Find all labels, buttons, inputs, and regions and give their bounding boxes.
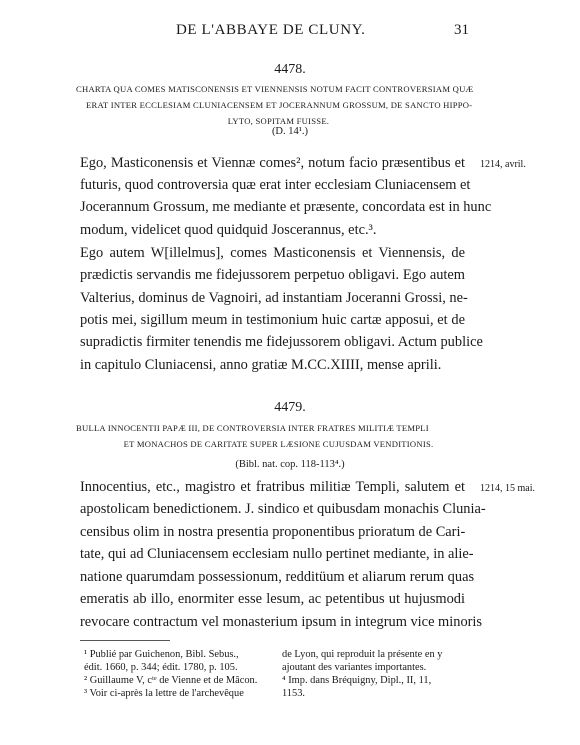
footnote-line: ³ Voir ci-après la lettre de l'archevêque bbox=[84, 688, 244, 699]
body-line: in capitulo Cluniacensi, anno gratiæ M.CC.XIIII, mense aprili. bbox=[80, 357, 442, 373]
running-head: DE L'ABBAYE DE CLUNY. bbox=[176, 22, 366, 38]
footnote-line: ⁴ Imp. dans Bréquigny, Dipl., II, 11, bbox=[282, 675, 432, 686]
entry-title-line: ET MONACHOS DE CARITATE SUPER LÆSIONE CUJUSDAM VENDITIONIS. bbox=[123, 439, 434, 449]
entry-title-4479 bbox=[76, 420, 481, 452]
body-line: apostolicam benedictionem. J. sindico et quibusdam monachis Clunia- bbox=[80, 501, 486, 517]
body-line: modum, videlicet quod quidquid Joscerannus, etc.³. bbox=[80, 222, 377, 238]
entry-title-line: ERAT INTER ECCLESIAM CLUNIACENSEM ET JOCERANNUM GROSSUM, DE SANCTO HIPPO- bbox=[86, 100, 473, 110]
body-line: Innocentius, etc., magistro et fratribus militiæ Templi, salutem et bbox=[80, 479, 465, 495]
entry-number-4479: 4479. bbox=[274, 400, 306, 415]
page-number: 31 bbox=[454, 22, 469, 38]
entry-source-4478: (D. 14¹.) bbox=[271, 126, 309, 137]
body-line: censibus olim in nostra presentia proponentibus prioratum de Cari- bbox=[80, 524, 466, 540]
footnote-line: de Lyon, qui reproduit la présente en y bbox=[282, 649, 443, 660]
body-line: futuris, quod controversia quæ erat inter ecclesiam Cluniacensem et bbox=[80, 177, 471, 193]
entry-title-line: BULLA INNOCENTII PAPÆ III, DE CONTROVERSIA INTER FRATRES MILITIÆ TEMPLI bbox=[76, 423, 429, 433]
footnote-line: ajoutant des variantes importantes. bbox=[282, 662, 427, 673]
entry-number-4478: 4478. bbox=[274, 62, 306, 77]
body-line: Ego autem W[illelmus], comes Masticonensis et Viennensis, de bbox=[80, 245, 465, 261]
margin-date-4479: 1214, 15 mai. bbox=[480, 483, 535, 494]
body-line: tate, qui ad Cluniacensem ecclesiam nullo pertinet mediante, in alie- bbox=[80, 546, 474, 562]
margin-date-4478: 1214, avril. bbox=[480, 159, 526, 170]
body-line: prædictis servandis me fidejussorem perpetuo obligavi. Ego autem bbox=[80, 267, 465, 283]
entry-title-4478 bbox=[76, 81, 481, 129]
body-line: emeratis ab illo, enormiter esse lesum, ac petentibus ut hujusmodi bbox=[80, 591, 465, 607]
body-line: Valterius, dominus de Vagnoiri, ad instantiam Joceranni Grossi, ne- bbox=[80, 290, 468, 306]
footnote-line: 1153. bbox=[282, 688, 305, 699]
footnote-rule bbox=[80, 640, 170, 641]
footnote-line: ² Guillaume V, cᵗᵉ de Vienne et de Mâcon. bbox=[84, 675, 258, 686]
body-line: revocare contractum vel monasterium ipsum in integrum vice minoris bbox=[80, 614, 483, 630]
footnote-line: ¹ Publié par Guichenon, Bibl. Sebus., bbox=[84, 649, 239, 660]
entry-title-line: CHARTA QUA COMES MATISCONENSIS ET VIENNENSIS NOTUM FACIT CONTROVERSIAM QUÆ bbox=[76, 84, 474, 94]
body-line: natione quarumdam possessionum, redditüum et aliarum rerum quas bbox=[80, 569, 475, 585]
body-line: Ego, Masticonensis et Viennæ comes², notum facio præsentibus et bbox=[80, 155, 465, 171]
entry-source-4479: (Bibl. nat. cop. 118-113⁴.) bbox=[235, 459, 345, 470]
body-line: Jocerannum Grossum, me mediante et præsente, concordata est in hunc bbox=[80, 199, 492, 215]
body-line: supradictis firmiter tenendis me fidejussorem obligavi. Actum publice bbox=[80, 334, 483, 350]
footnote-line: édit. 1660, p. 344; édit. 1780, p. 105. bbox=[84, 662, 238, 673]
body-line: potis mei, sigillum meum in testimonium huic cartæ apposui, et de bbox=[80, 312, 465, 328]
entry-title-line: LYTO, SOPITAM FUISSE. bbox=[227, 116, 330, 126]
